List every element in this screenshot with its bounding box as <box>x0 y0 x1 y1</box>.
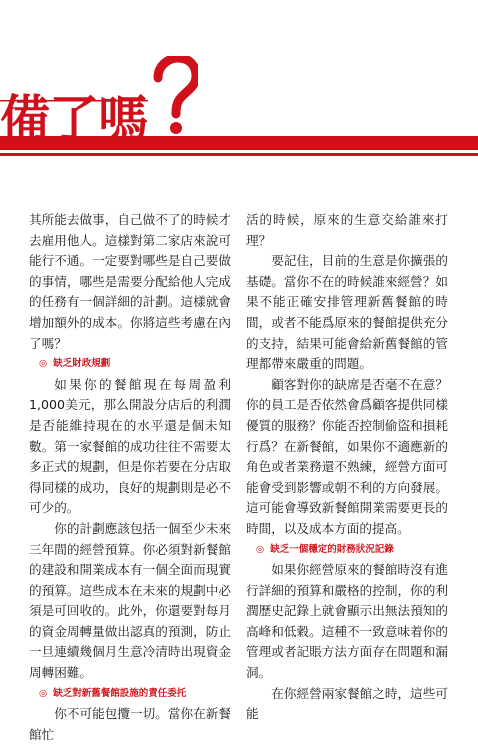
section-heading <box>29 684 231 705</box>
body-paragraph: 活的時候，原來的生意交給誰來打理？ <box>246 212 448 248</box>
body-paragraph: 顧客對你的缺席是否毫不在意？你的員工是否依然會爲顧客提供同樣優質的服務？你能否控制偷盜和損耗行爲？在新餐館，如果你不適應新的角色或者業務還不熟練，經營方面可能會受到影響或朝不利的方向發展。這可能會導致新餐館開業需要更長的時間，以及成本方面的提高。 <box>246 376 448 536</box>
bullet-circle-icon: ◎ <box>39 358 48 370</box>
body-paragraph: 你的計劃應該包括一個至少未來三年間的經營預算。你必須對新餐館的建設和開業成本有一個全面而現實的預算。這些成本在未來的規劃中必須是可回收的。此外，你還要對每月的資金周轉量做出認真的預測，防止一旦連續幾個月生意冷清時出現資金周轉困難。 <box>29 520 231 681</box>
body-paragraph: 要記住，目前的生意是你擴張的基礎。當你不在的時候誰來經營？如果不能正確安排管理新舊餐館的時間，或者不能爲原來的餐館提供充分的支持，結果可能會給新舊餐館的管理都帶來嚴重的問題。 <box>246 253 448 372</box>
bullet-circle-icon: ◎ <box>256 543 265 555</box>
bullet-circle-icon: ◎ <box>39 687 48 699</box>
section-heading <box>246 540 448 561</box>
body-paragraph: 其所能去做事，自己做不了的時候才去雇用他人。這樣對第二家店來說可能行不通。一定要對哪些是自己要做的事情，哪些是需要分配給他人完成的任務有一個詳細的計劃。這樣就會增加額外的成本。你將這些考慮在內了嗎？ <box>29 212 231 351</box>
left-column <box>29 210 231 745</box>
section-heading-text: 缺乏財政規劃 <box>53 358 111 370</box>
body-paragraph: 你不可能包攬一切。當你在新餐館忙 <box>29 706 231 742</box>
right-column <box>246 210 448 725</box>
question-mark-icon <box>148 56 198 136</box>
section-heading <box>29 354 231 375</box>
page-title: 備了嗎 <box>0 90 147 148</box>
body-paragraph: 如果你經營原來的餐館時沒有進行詳細的預算和嚴格的控制，你的利潤歷史記錄上就會顯示出無法預知的高峰和低穀。這種不一致意味着你的管理或者記賬方法方面存在問題和漏洞。 <box>246 562 448 681</box>
section-heading-text: 缺乏一個穩定的財務狀況記錄 <box>270 543 394 555</box>
body-paragraph: 在你經營兩家餐館之時，這些可能 <box>246 685 448 722</box>
body-paragraph: 如果你的餐館現在每周盈利1,000美元，那么開設分店后的利潤是否能維持現在的水平還是個未知數。第一家餐館的成功往往不需要太多正式的規劃，但是你若要在分店取得同樣的成功，良好的規劃則是必不可少的。 <box>29 376 231 516</box>
section-heading-text: 缺乏對新舊餐館設施的責任委托 <box>53 687 187 699</box>
